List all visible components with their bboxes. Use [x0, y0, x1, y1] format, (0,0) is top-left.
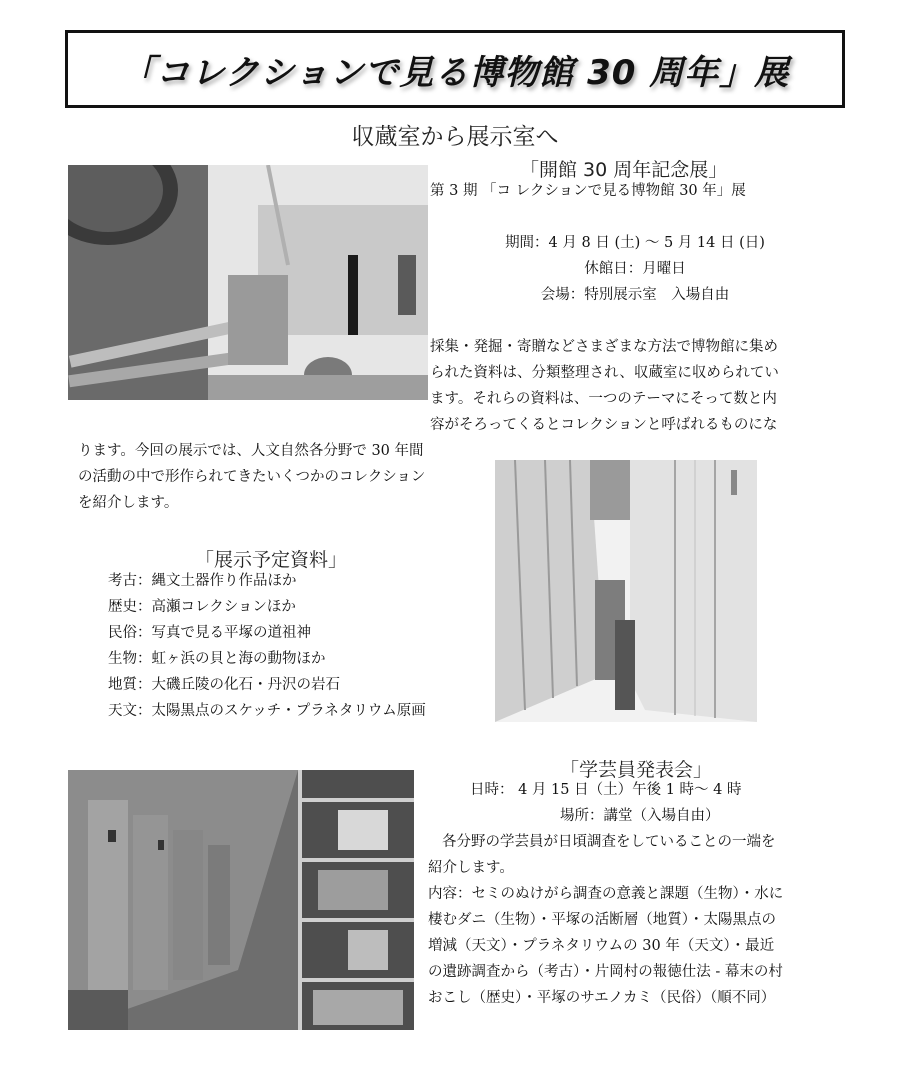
storage-room-photo-1 [68, 165, 428, 400]
page-subtitle: 収蔵室から展示室へ [351, 124, 559, 150]
intro-line-1: 採集・発掘・寄贈などさまざまな方法で博物館に集め [430, 339, 778, 355]
curator-talks-heading: 「学芸員発表会」 [560, 759, 713, 781]
page-title: 「コレクションで見る博物館 30 周年」展 [120, 52, 790, 93]
closed-days: 休館日：月曜日 [584, 261, 686, 277]
planned-item: 歴史：高瀬コレクションほか [108, 599, 296, 615]
intro-line-3: ます。それらの資料は、一つのテーマにそって数と内 [430, 391, 777, 407]
planned-item: 生物：虹ヶ浜の貝と海の動物ほか [108, 651, 326, 667]
planned-item: 考古：縄文土器作り作品ほか [108, 573, 297, 589]
exhibit-venue: 会場：特別展示室 入場自由 [540, 287, 730, 303]
talks-datetime: 日時： 4 月 15 日（土）午後 1 時～ 4 時 [470, 782, 742, 798]
exhibit-period: 期間：4 月 8 日 (土) ～ 5 月 14 日 (日) [505, 235, 765, 251]
talks-line-4: 棲むダニ（生物）・平塚の活断層（地質）・太陽黒点の [428, 912, 776, 928]
planned-item: 民俗：写真で見る平塚の道祖神 [108, 625, 311, 641]
exhibit-name: 第 3 期 「コ レクションで見る博物館 30 年」展 [430, 183, 746, 199]
planned-items-heading: 「展示予定資料」 [195, 549, 348, 571]
intro-line-6: の活動の中で形作られてきたいくつかのコレクション [78, 469, 426, 485]
intro-line-7: を紹介します。 [78, 495, 179, 511]
intro-line-5: ります。今回の展示では、人文自然各分野で 30 年間 [78, 443, 424, 459]
intro-line-4: 容がそろってくるとコレクションと呼ばれるものにな [430, 417, 778, 433]
storage-corridor-photo [495, 460, 757, 722]
anniversary-heading: 「開館 30 周年記念展」 [520, 159, 728, 181]
talks-line-6: の遺跡調査から（考古）・片岡村の報徳仕法 - 幕末の村 [428, 964, 783, 980]
talks-line-3: 内容：セミのぬけがら調査の意義と課題（生物）・水に [428, 886, 784, 902]
talks-line-7: おこし（歴史）・平塚のサエノカミ（民俗）（順不同） [428, 990, 776, 1006]
talks-line-1: 各分野の学芸員が日頃調査をしていることの一端を [442, 834, 776, 850]
planned-item: 地質：大磯丘陵の化石・丹沢の岩石 [108, 677, 340, 693]
talks-line-2: 紹介します。 [428, 860, 514, 876]
planned-item: 天文：太陽黒点のスケッチ・プラネタリウム原画 [108, 703, 426, 719]
title-box [65, 30, 845, 108]
talks-place: 場所：講堂（入場自由） [560, 808, 720, 824]
talks-line-5: 増減（天文）・プラネタリウムの 30 年（天文）・最近 [428, 938, 775, 954]
intro-line-2: られた資料は、分類整理され、収蔵室に収められてい [430, 365, 779, 381]
storage-shelves-photo [68, 770, 414, 1030]
